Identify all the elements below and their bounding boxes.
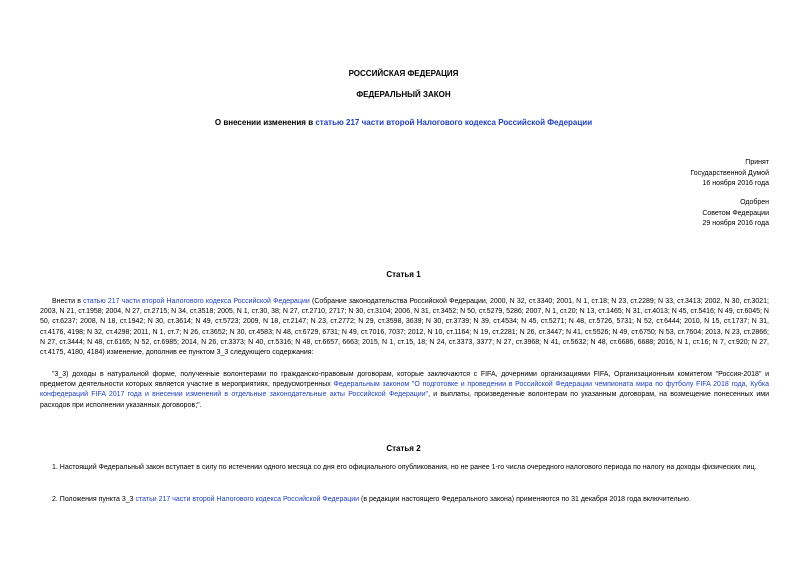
article-1-paragraph-2 bbox=[40, 370, 769, 411]
approved-date: 29 ноября 2016 года bbox=[702, 220, 769, 227]
article-2-title: Статья 2 bbox=[386, 444, 421, 453]
title-prefix: О внесении изменения в bbox=[214, 118, 316, 127]
approval-block bbox=[560, 198, 769, 230]
article-1-p1-text: (Собрание законодательства Российской Федерации, 2000, N 32, ст.3340; 2001, N 1, ст.18; N 23, ст.2289; N 33, ст.3413; 2002, N 30, ст.3021; 2003, N 21, ст.1958; 2004, N 27, ст.2715; N 34, ст.3518; 2005, N 1, ст.30, 38; N 27, ст.2710, 2717; N 30, ст.3104; 2006, N 31, ст.3452; N 50, ст.5279, 5286; 2007, N 1, ст.20; N 13, ст.1465; N 31, ст.4013; N 45, ст.5416; N 49, ст.6045; N 50, ст.6237; 2008, N 18, ст.1942; N 30, ст.3614; N 49, ст.5723; 2009, N 18, ст.2147; N 23, ст.2772; N 29, ст.3598, 3639; N 30, ст.3739; N 39, ст.4534; N 45, ст.5271; N 48, ст.5726, 5731; N 52, ст.6444; 2010, N 15, ст.1737; N 31, ст.4176, 4198; N 32, ст.4298; 2011, N 1, ст.7; N 26, ст.3652; N 30, ст.4583; N 48, ст.6729, 6731; N 49, ст.7016, 7037; 2012, N 10, ст.1164; N 19, ст.2281; N 26, ст.3447; N 41, ст.5526; N 49, ст.6750; N 53, ст.7604; 2013, N 23, ст.2866; N 27, ст.3444; N 48, ст.6165; N 52, ст.6985; 2014, N 26, ст.3373; N 40, ст.5316; N 48, ст.6657, 6663; 2015, N 1, ст.15, 18; N 24, ст.3373, 3377; N 27, ст.3968; N 41, ст.5632; N 48, ст.6686, 6688; 2016, N 1, ст.16; N 7, ст.920; N 27, ст.4175, 4180, 4184) изменение, дополнив ее пунктом 3_3 следующего содержания: bbox=[40, 298, 769, 357]
adopted-label: Принят bbox=[745, 159, 769, 166]
article-1-paragraph-1 bbox=[40, 297, 769, 358]
article-2-p2-link[interactable]: статьи 217 части второй Налогового кодекса Российской Федерации bbox=[135, 496, 360, 503]
country-heading: РОССИЙСКАЯ ФЕДЕРАЦИЯ bbox=[348, 69, 459, 78]
document-title bbox=[0, 118, 807, 128]
article-2-p2-prefix: 2. Положения пункта 3_3 bbox=[52, 496, 136, 503]
approved-label: Одобрен bbox=[740, 199, 769, 206]
article-1-p2-suffix: , и выплаты, произведенные волонтерам по указанным договорам, на возмещение понесенных ими расходов при исполнении указанных договоров;". bbox=[40, 391, 770, 409]
approved-body: Советом Федерации bbox=[702, 209, 769, 217]
article-1-p1-link[interactable]: статью 217 части второй Налогового кодекса Российской Федерации bbox=[83, 298, 310, 305]
adoption-block bbox=[560, 158, 769, 190]
article-1-p1-prefix: Внести в bbox=[52, 298, 84, 305]
title-article-link[interactable]: статью 217 части второй Налогового кодекса Российской Федерации bbox=[315, 118, 593, 127]
article-1-p2-link[interactable]: Федеральным законом "О подготовке и проведении в Российской Федерации чемпионата мира по футболу FIFA 2018 года, Кубка конфедераций FIFA 2017 года и внесении изменений в отдельные законодательные акты Российской Федерации" bbox=[40, 381, 769, 399]
article-1-title: Статья 1 bbox=[386, 270, 421, 279]
article-2-p2-suffix: (в редакции настоящего Федерального закона) применяются по 31 декабря 2018 года включительно. bbox=[359, 496, 691, 503]
article-2-paragraph-1: 1. Настоящий Федеральный закон вступает в силу по истечении одного месяца со дня его официального опубликования, но не ранее 1-го числа очередного налогового периода по налогу на доходы физических лиц. bbox=[52, 464, 757, 471]
adopted-body: Государственной Думой bbox=[690, 169, 769, 177]
adopted-date: 16 ноября 2016 года bbox=[702, 180, 769, 187]
article-2-paragraph-2 bbox=[40, 495, 769, 505]
law-type-heading: ФЕДЕРАЛЬНЫЙ ЗАКОН bbox=[356, 90, 451, 99]
article-1-p2-prefix: "3_3) доходы в натуральной форме, полученные волонтерами по гражданско-правовым договорам, которые заключаются с FIFA, дочерними организациями FIFA, Организационным комитетом "Россия-2018" и предметом деятельности которых является участие в мероприятиях, предусмотренных bbox=[40, 371, 769, 389]
